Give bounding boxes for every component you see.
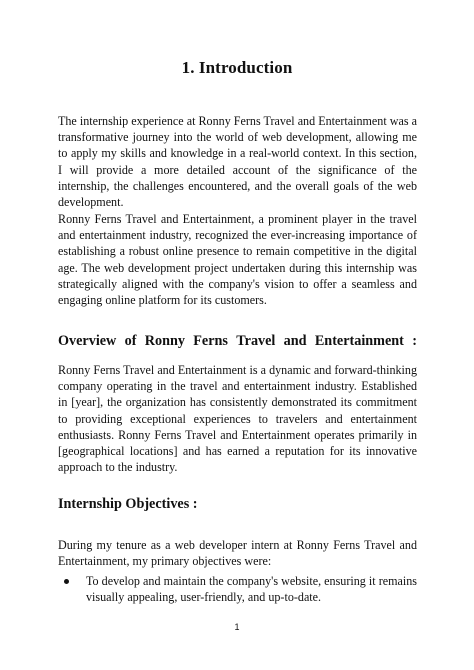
overview-heading-word: Ferns [193, 333, 228, 349]
bullet-icon [64, 579, 69, 584]
objectives-list [58, 573, 417, 605]
overview-heading-word: Overview [58, 333, 117, 349]
overview-heading-word: Ronny [144, 333, 185, 349]
overview-heading-word: and [283, 333, 307, 349]
intro-paragraph-1: The internship experience at Ronny Ferns Travel and Entertainment was a transformative journey into the world of web development, allowing me to apply my skills and knowledge in a real-world context. In this section, I will provide a more detailed account of the significance of the internship, the challenges encountered, and the overall goals of the web development. [58, 114, 417, 210]
overview-heading [58, 333, 417, 350]
page-number: 1 [234, 622, 240, 632]
overview-heading-word: : [412, 333, 417, 349]
overview-heading-word: Entertainment [314, 333, 404, 349]
overview-heading-word: of [124, 333, 137, 349]
objectives-intro: During my tenure as a web developer intern at Ronny Ferns Travel and Entertainment, my primary objectives were: [58, 538, 417, 569]
objectives-heading: Internship Objectives : [58, 496, 198, 512]
intro-paragraph-2: Ronny Ferns Travel and Entertainment, a prominent player in the travel and entertainment industry, recognized the ever-increasing importance of establishing a robust online presence to remain competitive in the digital age. The web development project undertaken during this internship was strategically aligned with the company's vision to offer a seamless and engaging online platform for its customers. [58, 212, 417, 308]
list-item [58, 573, 417, 605]
overview-paragraph: Ronny Ferns Travel and Entertainment is a dynamic and forward-thinking company operating in the travel and entertainment industry. Established in [year], the organization has consistently demonstrated its commitment to providing exceptional experiences to travelers and entertainment enthusiasts. Ronny Ferns Travel and Entertainment operates primarily in [geographical locations] and has earned a reputation for its innovative approach to the industry. [58, 363, 417, 475]
list-item-text: To develop and maintain the company's website, ensuring it remains visually appealing, user-friendly, and up-to-date. [86, 574, 417, 605]
overview-heading-word: Travel [236, 333, 276, 349]
section-title: 1. Introduction [181, 58, 293, 77]
